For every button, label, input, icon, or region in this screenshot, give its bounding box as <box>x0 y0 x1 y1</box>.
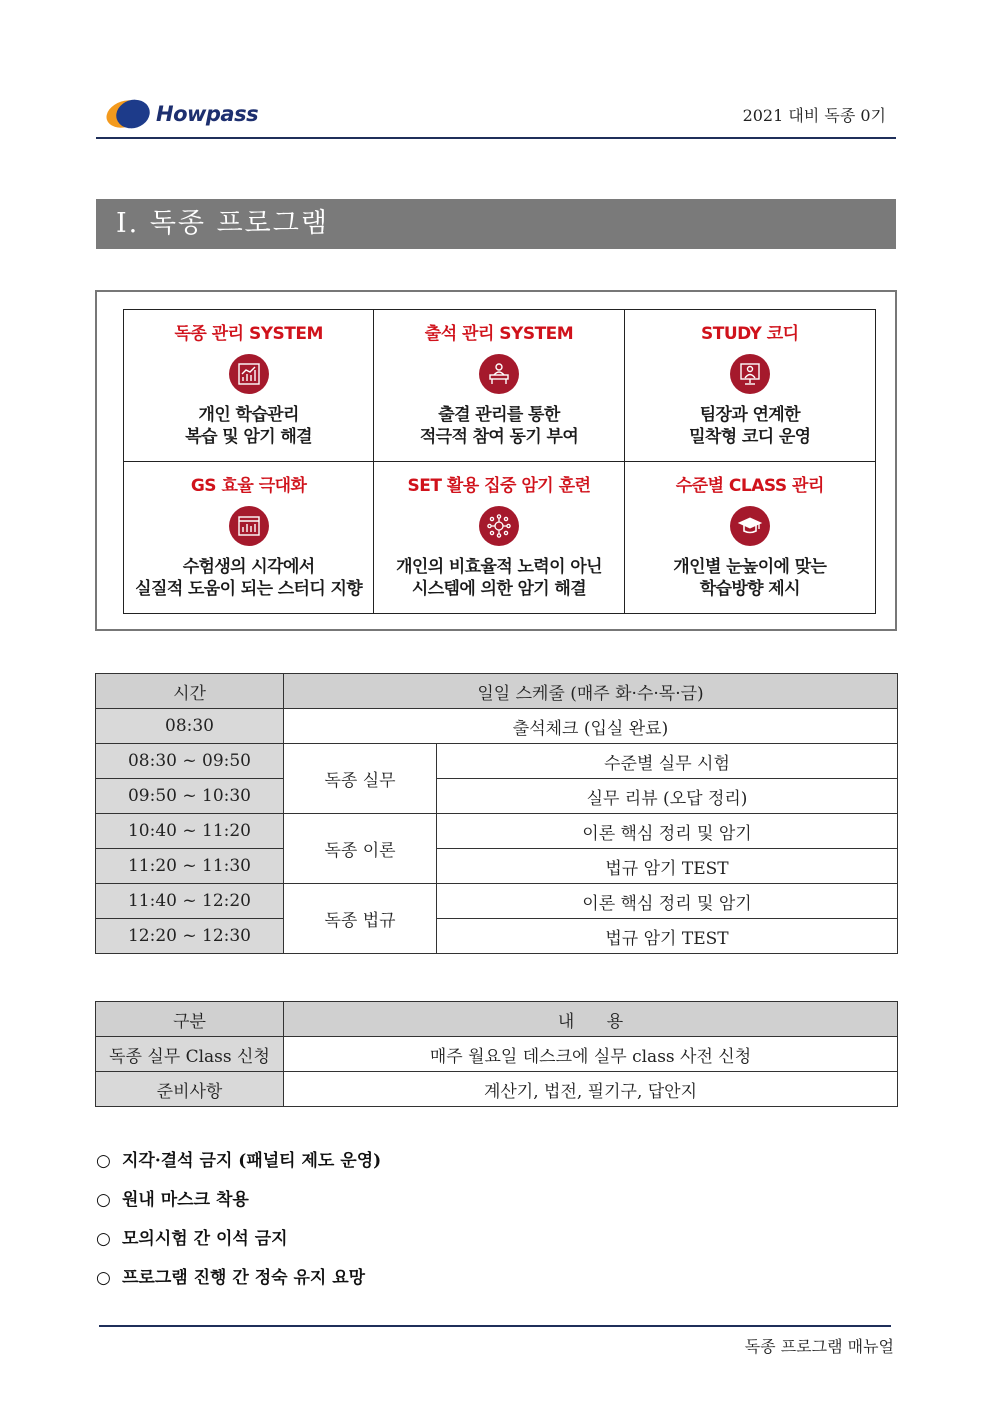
activity-cell: 이론 핵심 정리 및 암기 <box>437 884 898 919</box>
content-cell: 계산기, 법전, 필기구, 답안지 <box>284 1072 898 1107</box>
group-cell: 독종 실무 <box>284 744 437 814</box>
table-row <box>96 1002 898 1037</box>
time-cell: 11:20 ~ 11:30 <box>96 849 284 884</box>
table-row <box>96 779 898 814</box>
group-cell: 독종 법규 <box>284 884 437 954</box>
content-cell: 매주 월요일 데스크에 실무 class 사전 신청 <box>284 1037 898 1072</box>
activity-cell: 법규 암기 TEST <box>437 919 898 954</box>
activity-cell: 이론 핵심 정리 및 암기 <box>437 814 898 849</box>
feature-desc: 수험생의 시각에서 실질적 도움이 되는 스터디 지향 <box>135 556 363 599</box>
circle-bullet-icon: ○ <box>96 1190 111 1210</box>
table-row <box>96 884 898 919</box>
info-table <box>95 1001 898 1107</box>
time-cell: 09:50 ~ 10:30 <box>96 779 284 814</box>
feature-desc: 출결 관리를 통한 적극적 참여 동기 부여 <box>419 405 579 447</box>
feature-cell <box>625 310 875 462</box>
feature-title: STUDY 코디 <box>701 324 799 344</box>
feature-title: SET 활용 집중 암기 훈련 <box>407 475 591 496</box>
list-item: ○ 지각·결석 금지 (패널티 제도 운영) <box>96 1150 381 1189</box>
circle-bullet-icon: ○ <box>96 1151 111 1171</box>
category-cell: 준비사항 <box>96 1072 284 1107</box>
table-row <box>96 814 898 849</box>
feature-desc: 개인별 눈높이에 맞는 학습방향 제시 <box>673 556 827 599</box>
feature-desc: 팀장과 연계한 밀착형 코디 운영 <box>689 405 811 447</box>
feature-cell <box>625 462 875 614</box>
activity-cell: 법규 암기 TEST <box>437 849 898 884</box>
list-item: ○ 모의시험 간 이석 금지 <box>96 1228 381 1267</box>
group-cell: 독종 이론 <box>284 814 437 884</box>
activity-cell: 실무 리뷰 (오답 정리) <box>437 779 898 814</box>
table-row <box>96 744 898 779</box>
table-row <box>96 1072 898 1107</box>
feature-desc: 개인의 비효율적 노력이 아닌 시스템에 의한 암기 해결 <box>396 556 602 599</box>
category-cell: 독종 실무 Class 신청 <box>96 1037 284 1072</box>
time-cell: 08:30 <box>96 709 284 744</box>
feature-title: 출석 관리 SYSTEM <box>424 324 574 344</box>
circle-bullet-icon: ○ <box>96 1268 111 1288</box>
dashboard-icon <box>229 506 269 546</box>
feature-title: 독종 관리 SYSTEM <box>174 324 323 344</box>
time-cell: 10:40 ~ 11:20 <box>96 814 284 849</box>
presenter-icon <box>730 354 770 394</box>
schedule-table <box>95 673 898 954</box>
feature-cell <box>124 310 374 462</box>
header-divider <box>96 137 896 139</box>
feature-cell <box>374 310 624 462</box>
feature-title: 수준별 CLASS 관리 <box>675 475 824 496</box>
circle-bullet-icon: ○ <box>96 1229 111 1249</box>
feature-grid <box>123 309 876 614</box>
time-cell: 12:20 ~ 12:30 <box>96 919 284 954</box>
notes-list <box>96 1150 381 1306</box>
feature-cell <box>124 462 374 614</box>
header-category: 구분 <box>96 1002 284 1037</box>
graduation-cap-icon <box>730 506 770 546</box>
time-cell: 11:40 ~ 12:20 <box>96 884 284 919</box>
list-item: ○ 프로그램 진행 간 정숙 유지 요망 <box>96 1267 381 1306</box>
network-icon <box>479 506 519 546</box>
table-row <box>96 919 898 954</box>
table-row <box>96 849 898 884</box>
howpass-logo <box>106 98 258 130</box>
header-title: 2021 대비 독종 0기 <box>742 106 886 125</box>
header-content: 내 용 <box>284 1002 898 1037</box>
time-cell: 08:30 ~ 09:50 <box>96 744 284 779</box>
table-row <box>96 1037 898 1072</box>
footer-text: 독종 프로그램 매뉴얼 <box>744 1337 894 1356</box>
header-schedule: 일일 스케줄 (매주 화·수·목·금) <box>284 674 898 709</box>
feature-box <box>95 290 897 631</box>
growth-chart-icon <box>229 354 269 394</box>
list-item: ○ 원내 마스크 착용 <box>96 1189 381 1228</box>
activity-cell: 출석체크 (입실 완료) <box>284 709 898 744</box>
table-row <box>96 674 898 709</box>
footer-divider <box>99 1325 891 1327</box>
desk-icon <box>479 354 519 394</box>
feature-desc: 개인 학습관리 복습 및 암기 해결 <box>185 405 313 447</box>
header-time: 시간 <box>96 674 284 709</box>
feature-cell <box>374 462 624 614</box>
section-title: Ⅰ. 독종 프로그램 <box>96 199 896 249</box>
logo-mark-icon <box>106 98 152 130</box>
logo-text: Howpass <box>156 102 259 126</box>
table-row <box>96 709 898 744</box>
activity-cell: 수준별 실무 시험 <box>437 744 898 779</box>
feature-title: GS 효율 극대화 <box>190 475 307 496</box>
